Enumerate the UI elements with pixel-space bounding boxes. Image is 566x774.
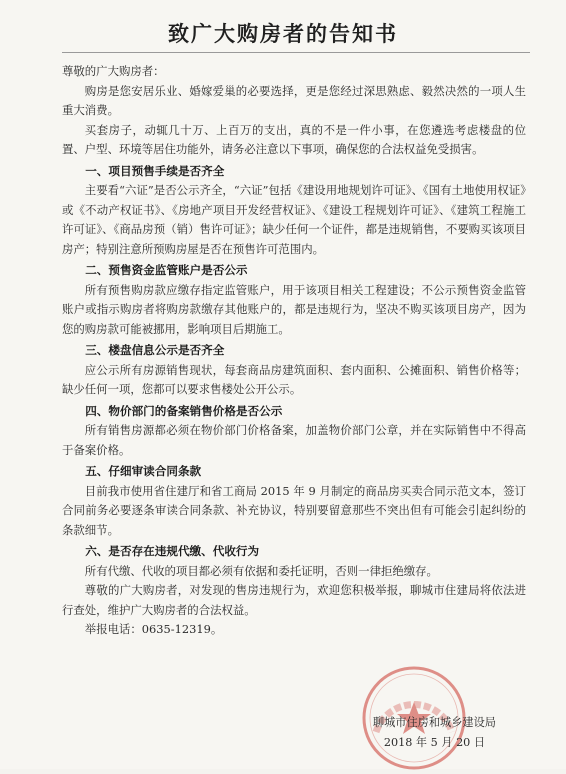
salutation: 尊敬的广大购房者：: [62, 64, 165, 78]
section-5-heading: 五、仔细审读合同条款: [85, 464, 202, 478]
section-2-body: 所有预售购房款应缴存指定监管账户，用于该项目相关工程建设；不公示预售资金监管账户或指示购房者将购房款缴存其他账户的，都是违规行为，坚决不购买该项目房产，因为您的购房款可能被挪用，影响项目后期施工。: [62, 282, 526, 336]
signature-block: [373, 713, 496, 753]
section-4-heading: 四、物价部门的备案销售价格是否公示: [85, 403, 283, 418]
document-title: 致广大购房者的告知书: [168, 22, 398, 46]
document-body: [62, 62, 526, 640]
signature-org: 聊城市住房和城乡建设局: [372, 716, 496, 729]
section-1-body: 主要看“六证”是否公示齐全，“六证”包括《建设用地规划许可证》、《国有土地使用权证》或《不动产权证书》、《房地产项目开发经营权证》、《建设工程规划许可证》、《建筑工程施工许可证》、《商品房预（销）售许可证》；缺少任何一个证件，都是违规销售，不要购买该项目房产；特别注意所预购房屋是否在预售许可范围内。: [62, 183, 526, 256]
section-4-body: 所有销售房源都必须在物价部门价格备案，加盖物价部门公章，并在实际销售中不得高于备案价格。: [62, 423, 526, 457]
section-2-heading: 二、预售资金监管账户是否公示: [85, 263, 248, 277]
intro-paragraph-1: 购房是您安居乐业、婚嫁爱巢的必要选择，更是您经过深思熟虑、毅然决然的一项人生重大消费。: [62, 83, 526, 117]
section-3-heading: 三、楼盘信息公示是否齐全: [85, 343, 225, 357]
section-6-body: 所有代缴、代收的项目都必须有依据和委托证明，否则一律拒绝缴存。: [84, 563, 438, 578]
title-divider: [62, 52, 530, 53]
closing-paragraph: 尊敬的广大购房者，对发现的售房违规行为，欢迎您积极举报，聊城市住建局将依法进行查处，维护广大购房者的合法权益。: [62, 583, 526, 617]
section-6-heading: 六、是否存在违规代缴、代收行为: [85, 544, 260, 558]
signature-date: 2018 年 5 月 20 日: [383, 736, 486, 749]
section-1-heading: 一、项目预售手续是否齐全: [85, 163, 225, 178]
hotline: 举报电话：0635-12319。: [84, 622, 223, 636]
intro-paragraph-2: 买套房子，动辄几十万、上百万的支出，真的不是一件小事，在您遴选考虑楼盘的位置、户型、环境等居住功能外，请务必注意以下事项，确保您的合法权益免受损害。: [62, 122, 526, 156]
section-5-body: 目前我市使用省住建厅和省工商局 2015 年 9 月制定的商品房买卖合同示范文本，签订合同前务必要逐条审读合同条款、补充协议，特别要留意那些不突出但有可能会引起纠纷的条款细节。: [62, 483, 526, 537]
section-3-body: 应公示所有房源销售现状，每套商品房建筑面积、套内面积、公摊面积、销售价格等；缺少任何一项，您都可以要求售楼处公开公示。: [62, 362, 526, 396]
